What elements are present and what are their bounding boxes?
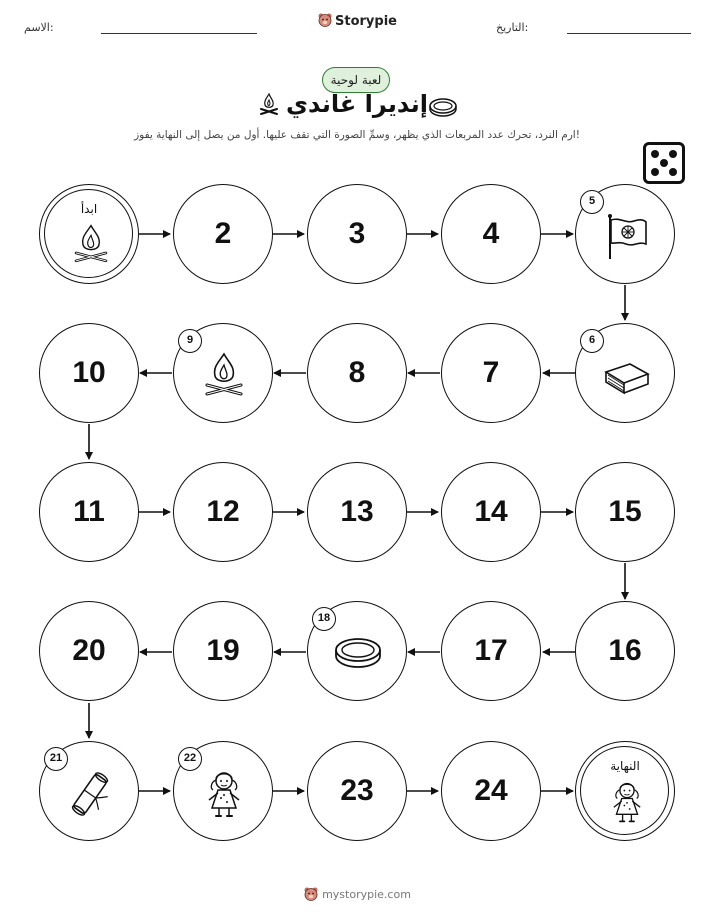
board-space-11 — [39, 462, 139, 562]
board-space-12 — [173, 462, 273, 562]
space-badge: 22 — [178, 747, 202, 771]
board-space-10 — [39, 323, 139, 423]
space-number: 16 — [608, 634, 642, 667]
board-space-16 — [575, 601, 675, 701]
board-space-4 — [441, 184, 541, 284]
campfire-icon — [198, 350, 250, 402]
campfire-icon — [68, 222, 114, 268]
board-space-15 — [575, 462, 675, 562]
space-number: 23 — [340, 774, 374, 807]
board-space-8 — [307, 323, 407, 423]
board-space-7 — [441, 323, 541, 423]
space-number: 8 — [348, 356, 366, 389]
space-badge: 18 — [312, 607, 336, 631]
page-title: إنديرا غاندي — [286, 90, 428, 118]
scroll-icon — [64, 768, 116, 820]
space-number: 4 — [482, 217, 500, 250]
board-space-19 — [173, 601, 273, 701]
board-space-24 — [441, 741, 541, 841]
space-number: 12 — [206, 495, 240, 528]
date-label: التاريخ: — [496, 21, 529, 34]
board-space-start — [39, 184, 139, 284]
instructions-text: ارم النرد، تحرك عدد المربعات الذي يظهر، وسمِّ الصورة التي تقف عليها. أول من يصل إلى النهاية يفوز! — [134, 129, 580, 141]
board-space-17 — [441, 601, 541, 701]
brand-name: Storypie — [335, 14, 397, 29]
space-badge: 5 — [580, 190, 604, 214]
board-space-3 — [307, 184, 407, 284]
space-number: 20 — [72, 634, 106, 667]
flag-icon — [600, 211, 652, 263]
space-number: 11 — [73, 495, 105, 528]
bear-logo-icon — [303, 886, 319, 902]
start-label: ابدأ — [80, 202, 98, 216]
footer-url[interactable]: mystorypie.com — [322, 888, 411, 901]
finish-label: النهاية — [610, 759, 640, 773]
space-number: 19 — [206, 634, 240, 667]
space-number: 15 — [608, 495, 642, 528]
space-number: 17 — [474, 634, 508, 667]
board-space-13 — [307, 462, 407, 562]
board-space-finish — [575, 741, 675, 841]
space-badge: 21 — [44, 747, 68, 771]
board-space-23 — [307, 741, 407, 841]
name-label: الاسم: — [24, 21, 54, 34]
space-badge: 9 — [178, 329, 202, 353]
board-space-2 — [173, 184, 273, 284]
doll-icon — [198, 768, 250, 820]
space-number: 3 — [348, 217, 366, 250]
space-number: 10 — [72, 356, 106, 389]
space-number: 14 — [474, 495, 508, 528]
space-badge: 6 — [580, 329, 604, 353]
space-number: 13 — [340, 495, 374, 528]
board-game-badge: لعبة لوحية — [322, 67, 390, 93]
board-space-14 — [441, 462, 541, 562]
space-number: 2 — [214, 217, 232, 250]
footer — [0, 886, 714, 902]
doll-icon — [604, 779, 650, 825]
book-icon — [600, 350, 652, 402]
ring-icon — [332, 628, 384, 680]
space-number: 7 — [482, 356, 500, 389]
board-space-20 — [39, 601, 139, 701]
space-number: 24 — [474, 774, 508, 807]
